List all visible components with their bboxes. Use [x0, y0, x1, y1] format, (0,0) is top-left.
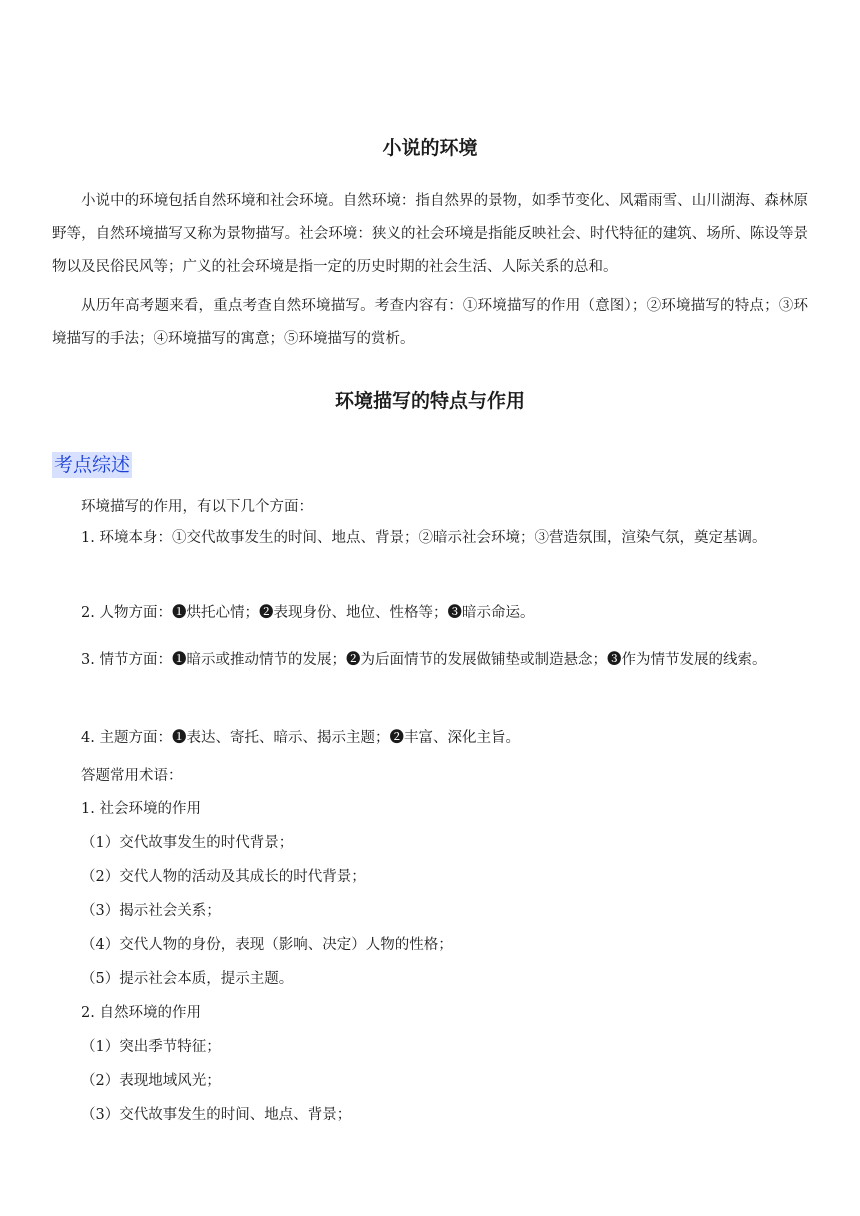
social-item: （4）交代人物的身份，表现（影响、决定）人物的性格； [81, 937, 453, 953]
social-item: （1）交代故事发生的时代背景； [81, 835, 294, 851]
function-item-2: 2. 人物方面：➊烘托心情；➋表现身份、地位、性格等；➌暗示命运。 [81, 605, 535, 621]
functions-intro: 环境描写的作用，有以下几个方面： [81, 499, 313, 515]
section-tag: 考点综述 [54, 454, 131, 476]
function-item-1: 1. 环境本身：①交代故事发生的时间、地点、背景；②暗示社会环境；③营造氛围，渲染气氛，奠定基调。 [81, 530, 767, 546]
natural-item: （1）突出季节特征； [81, 1039, 221, 1055]
natural-item: （2）表现地域风光； [81, 1073, 221, 1089]
terms-intro: 答题常用术语： [81, 768, 183, 784]
natural-heading: 2. 自然环境的作用 [81, 1005, 201, 1021]
function-item-3: 3. 情节方面：➊暗示或推动情节的发展；➋为后面情节的发展做铺垫或制造悬念；➌作为情节发展的线索。 [81, 652, 767, 668]
page-title: 小说的环境 [382, 137, 478, 159]
intro-paragraph-2: 从历年高考题来看，重点考查自然环境描写。考查内容有：①环境描写的作用（意图）；②环境描写的特点；③环境描写的手法；④环境描写的寓意；⑤环境描写的赏析。 [52, 298, 808, 347]
intro-paragraph-1: 小说中的环境包括自然环境和社会环境。自然环境：指自然界的景物，如季节变化、风霜雨雪、山川湖海、森林原野等，自然环境描写又称为景物描写。社会环境：狭义的社会环境是指能反映社会、时代特征的建筑、场所、陈设等景物以及民俗民风等；广义的社会环境是指一定的历史时期的社会生活、人际关系的总和。 [52, 193, 808, 275]
section-title: 环境描写的特点与作用 [334, 390, 525, 412]
social-item: （5）提示社会本质，提示主题。 [81, 971, 294, 987]
social-item: （3）揭示社会关系； [81, 903, 221, 919]
social-heading: 1. 社会环境的作用 [81, 801, 201, 817]
natural-item: （3）交代故事发生的时间、地点、背景； [81, 1107, 352, 1123]
social-item: （2）交代人物的活动及其成长的时代背景； [81, 869, 366, 885]
function-item-4: 4. 主题方面：➊表达、寄托、暗示、揭示主题；➋丰富、深化主旨。 [81, 730, 520, 746]
